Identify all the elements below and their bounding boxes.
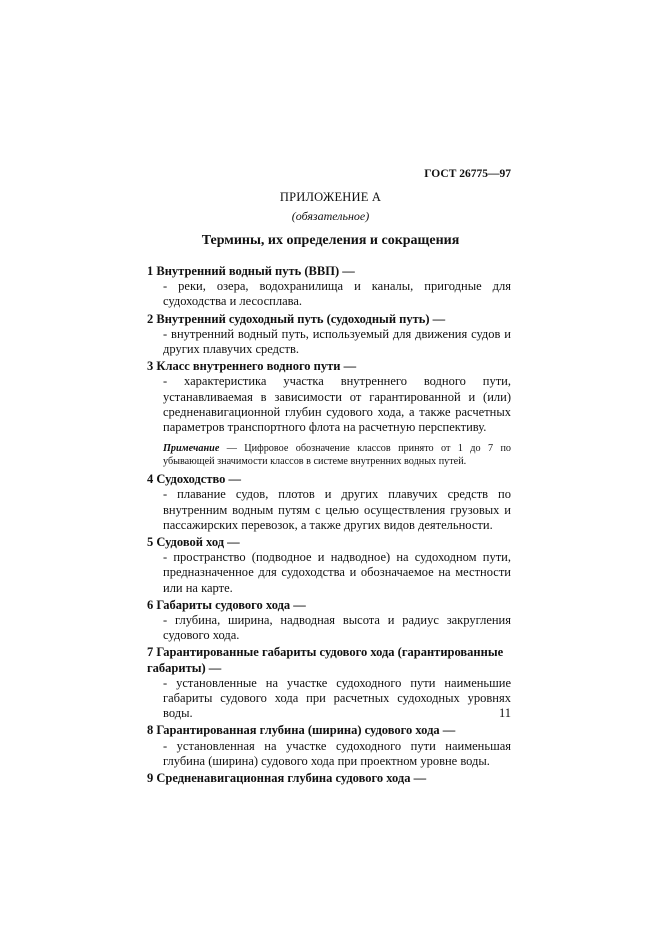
term-definition: - глубина, ширина, надводная высота и радиус закругления судового хода. — [163, 613, 511, 643]
term-entry-4 — [147, 472, 511, 533]
term-entry-5 — [147, 535, 511, 596]
page-number: 11 — [498, 706, 511, 720]
term-entry-3 — [147, 359, 511, 468]
term-title: 2 Внутренний судоходный путь (судоходный путь) — — [147, 311, 446, 326]
term-entry-1 — [147, 264, 511, 310]
section-heading: Термины, их определения и сокращения — [201, 233, 460, 248]
term-note — [147, 443, 511, 468]
gost-header: ГОСТ 26775—97 — [424, 168, 511, 180]
term-title: 1 Внутренний водный путь (ВВП) — — [147, 264, 355, 278]
note-label: Примечание — [163, 443, 220, 455]
term-entry-8 — [147, 723, 511, 769]
term-title: 9 Средненавигационная глубина судового хода — — [147, 771, 427, 786]
appendix-title: ПРИЛОЖЕНИЕ А — [279, 190, 382, 204]
term-definition: - реки, озера, водохранилища и каналы, пригодные для судоходства и лесосплава. — [163, 279, 511, 309]
term-definition: - плавание судов, плотов и других плавучих средств по внутренним водным путям с целью осуществления грузовых и пассажирских перевозок, а также других видов деятельности. — [163, 487, 511, 532]
term-title: 6 Габариты судового хода — — [147, 597, 306, 612]
term-entry-7 — [147, 645, 511, 721]
term-title: 5 Судовой ход — — [147, 535, 240, 550]
term-title: 8 Гарантированная глубина (ширина) судового хода — — [147, 723, 456, 738]
term-title: 4 Судоходство — — [147, 472, 242, 487]
appendix-subtitle: (обязательное) — [291, 209, 370, 223]
term-entry-9 — [147, 771, 511, 786]
term-definition: - установленная на участке судоходного пути наименьшая глубина (ширина) судового хода при проектном уровне воды. — [163, 738, 511, 768]
term-entry-2 — [147, 312, 511, 358]
term-definition: - пространство (подводное и надводное) на судоходном пути, предназначенное для судоходства и обозначаемое на местности или на карте. — [163, 550, 511, 595]
term-entry-6 — [147, 598, 511, 644]
term-title: 7 Гарантированные габариты судового хода (гарантированные габариты) — — [147, 645, 504, 675]
term-definition: - характеристика участка внутреннего водного пути, устанавливаемая в зависимости от гарантированной и (или) средненавигационной глубин судового хода, а также расчетных параметров транспортного флота на расчетную перспективу. — [163, 374, 511, 435]
note-text: — Цифровое обозначение классов принято от 1 до 7 по убывающей значимости классов в системе внутренних водных путей. — [163, 443, 511, 467]
terms-list — [147, 262, 511, 786]
term-title: 3 Класс внутреннего водного пути — — [147, 359, 357, 374]
term-definition: - внутренний водный путь, используемый для движения судов и других плавучих средств. — [163, 326, 511, 357]
term-definition: - установленные на участке судоходного пути наименьшие габариты судового хода при расчетных судоходных уровнях воды. — [163, 675, 511, 721]
